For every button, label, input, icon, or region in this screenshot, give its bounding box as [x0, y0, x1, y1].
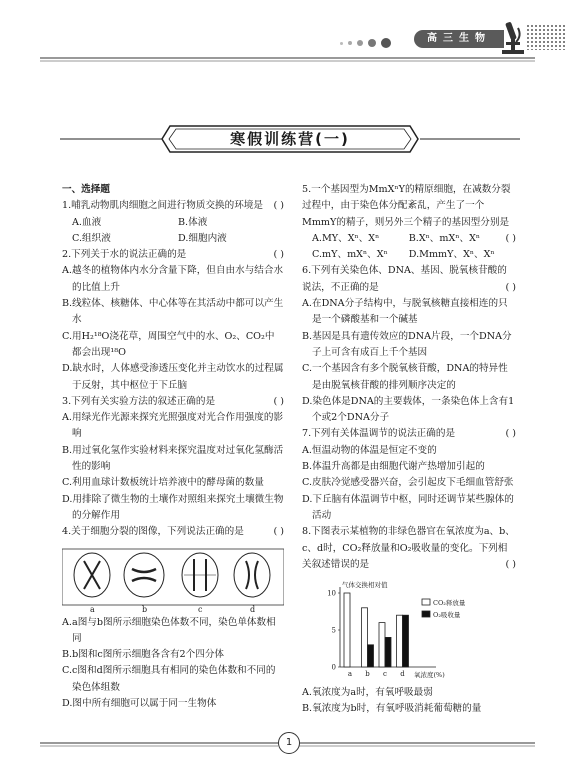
question-7 — [302, 426, 516, 524]
cell-label: a — [90, 604, 95, 613]
question-8-stem: 8.下图表示某植物的非绿色器官在氧浓度为a、b、c、d时，CO₂释放量和O₂吸收量的变化。下列相关叙述错误的是 — [302, 526, 515, 570]
cell-division-diagram — [62, 547, 284, 613]
option: B.氧浓度为b时，有氧呼吸消耗葡萄糖的量 — [302, 703, 482, 715]
question-8 — [302, 524, 516, 717]
option: C.一个基因含有多个脱氧核苷酸，DNA的特异性是由脱氧核苷酸的排列顺序决定的 — [302, 363, 508, 391]
question-4-stem: 4.关于细胞分裂的图像，下列说法正确的是 — [62, 526, 244, 538]
question-7-stem: 7.下列有关体温调节的说法正确的是 — [302, 428, 456, 440]
option: C.c图和d图所示细胞具有相同的染色体数和不同的染色体组数 — [62, 665, 276, 693]
option: C.组织液 — [72, 232, 111, 244]
question-5-stem: 5.一个基因型为MmXⁿY的精原细胞，在减数分裂过程中，由于染色体分配紊乱，产生了一个MmmY的精子，则另外三个精子的基因型分别是 — [302, 184, 511, 228]
answer-paren: ( ) — [273, 200, 284, 212]
left-column — [62, 182, 284, 712]
page-number: 1 — [278, 732, 300, 754]
option: A.a图与b图所示细胞染色体数不同，染色单体数相同 — [62, 616, 276, 644]
option: B.基因是具有遗传效应的DNA片段，一个DNA分子上可含有成百上千个基因 — [302, 330, 512, 358]
answer-paren: ( ) — [273, 395, 284, 407]
cell-label: b — [142, 604, 148, 613]
question-2-stem: 2.下列关于水的说法正确的是 — [62, 249, 187, 261]
option: B.线粒体、核糖体、中心体等在其活动中都可以产生水 — [62, 298, 284, 326]
answer-paren: ( ) — [273, 249, 284, 261]
cell-label: c — [198, 604, 203, 613]
bar-a-0 — [344, 593, 350, 667]
legend-label: O₂吸收量 — [433, 611, 461, 620]
bar-c-1 — [385, 638, 391, 668]
cell-a — [74, 553, 110, 597]
option: C.利用血球计数板统计培养液中的酵母菌的数量 — [62, 477, 264, 489]
question-2 — [62, 247, 284, 394]
answer-paren: ( ) — [273, 526, 284, 538]
bar-d-1 — [403, 615, 409, 667]
cell-c — [182, 553, 218, 597]
cell-d — [234, 553, 270, 597]
option: D.下丘脑有体温调节中枢，同时还调节某些腺体的活动 — [302, 493, 514, 521]
option: D.用排除了微生物的土壤作对照组来探究土壤微生物的分解作用 — [62, 493, 284, 521]
chart-svg — [302, 575, 516, 683]
option: B.体温升高都是由细胞代谢产热增加引起的 — [302, 461, 485, 473]
cell-division-figure — [62, 547, 284, 613]
section-heading: 一、选择题 — [62, 184, 110, 195]
question-3-stem: 3.下列有关实验方法的叙述正确的是 — [62, 395, 216, 407]
answer-paren: ( ) — [505, 281, 516, 293]
gas-exchange-chart — [302, 575, 516, 683]
question-6-stem: 6.下列有关染色体、DNA、基因、脱氧核苷酸的说法，不正确的是 — [302, 265, 507, 293]
legend-swatch — [422, 611, 430, 617]
bar-c-0 — [379, 623, 385, 667]
x-tick-label: a — [347, 670, 353, 679]
banner-line-right — [420, 138, 520, 142]
option: D.细胞内液 — [178, 232, 227, 244]
right-column — [302, 182, 516, 718]
answer-paren: ( ) — [505, 428, 516, 440]
page-title: 寒假训练营(一) — [230, 130, 350, 148]
page-header — [0, 0, 575, 70]
question-1 — [62, 198, 284, 247]
option: B.体液 — [178, 216, 208, 228]
bar-b-0 — [362, 608, 368, 667]
option: A.越冬的植物体内水分含量下降，但自由水与结合水的比值上升 — [62, 265, 284, 293]
cell-b — [124, 553, 164, 597]
microscope-icon — [498, 18, 528, 56]
question-4 — [62, 524, 284, 712]
option: C.mY、mXⁿ、Xⁿ — [312, 249, 388, 261]
bar-d-0 — [397, 615, 403, 667]
option: D.染色体是DNA的主要载体，一条染色体上含有1个或2个DNA分子 — [302, 395, 515, 424]
option: B.Xⁿ、mXⁿ、Xⁿ — [408, 232, 481, 244]
y-tick-label: 5 — [331, 626, 336, 635]
bar-b-1 — [368, 645, 374, 667]
question-5 — [302, 182, 516, 263]
question-3 — [62, 394, 284, 524]
y-axis-label: 气体交换相对值 — [342, 581, 388, 590]
answer-paren: ( ) — [505, 232, 516, 244]
question-1-stem: 1.哺乳动物肌肉细胞之间进行物质交换的环境是 — [62, 200, 264, 212]
x-tick-label: b — [365, 670, 370, 679]
option: A.用绿光作光源来探究光照强度对光合作用强度的影响 — [62, 412, 284, 440]
answer-paren: ( ) — [505, 558, 516, 570]
y-tick-label: 0 — [331, 663, 336, 672]
header-dots — [340, 38, 391, 48]
option: C.用H₂¹⁸O浇花草，周围空气中的水、O₂、CO₂中都会出现¹⁸O — [62, 330, 275, 358]
dot-grid-decoration — [526, 24, 566, 50]
question-6 — [302, 263, 516, 426]
header-rule — [40, 56, 535, 64]
y-tick-label: 10 — [327, 589, 336, 598]
subject-badge: 高三生物 — [414, 30, 504, 48]
legend-label: CO₂释放量 — [433, 599, 466, 608]
option: A.MY、Xⁿ、Xⁿ — [312, 232, 380, 244]
option: A.氧浓度为a时，有氧呼吸最弱 — [302, 687, 433, 699]
option: A.血液 — [72, 216, 102, 228]
option: D.图中所有细胞可以属于同一生物体 — [62, 698, 217, 710]
option: A.恒温动物的体温是恒定不变的 — [302, 444, 437, 456]
legend-swatch — [422, 599, 430, 605]
option: D.缺水时，人体感受渗透压变化并主动饮水的过程属于反射，其中枢位于下丘脑 — [62, 363, 284, 391]
option: D.MmmY、Xⁿ、Xⁿ — [408, 249, 495, 261]
banner-line-left — [60, 138, 160, 142]
x-axis-label: 氧浓度(%) — [414, 671, 445, 680]
option: B.b图和c图所示细胞各含有2个四分体 — [62, 649, 225, 661]
option: A.在DNA分子结构中，与脱氧核糖直接相连的只是一个磷酸基和一个碱基 — [302, 298, 508, 326]
x-tick-label: d — [400, 670, 405, 679]
cell-label: d — [250, 604, 256, 613]
x-tick-label: c — [383, 670, 387, 679]
option: C.皮肤冷觉感受器兴奋，会引起皮下毛细血管舒张 — [302, 477, 514, 489]
option: B.用过氧化氢作实验材料来探究温度对过氧化氢酶活性的影响 — [62, 444, 284, 473]
